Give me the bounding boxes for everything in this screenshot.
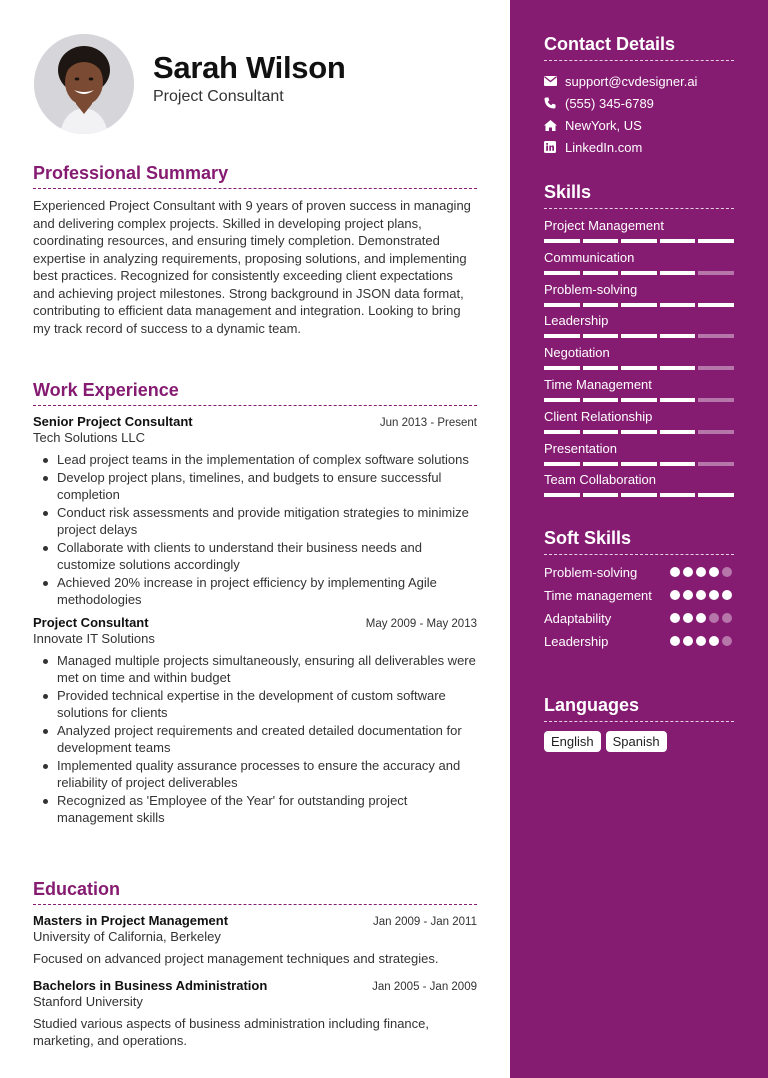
rating-dot (683, 613, 693, 623)
skill-level-segment (583, 239, 619, 243)
work-experience-section (33, 380, 477, 833)
skill-level-segment (660, 462, 696, 466)
degree: Masters in Project Management (33, 913, 229, 928)
soft-skill-item (544, 587, 734, 604)
skill-level-segment (621, 239, 657, 243)
rating-dot (683, 567, 693, 577)
skill-level-segment (621, 430, 657, 434)
skill-item (544, 409, 734, 441)
skill-name: Time Management (544, 376, 652, 392)
rating-dot (696, 590, 706, 600)
skills-list (544, 218, 734, 504)
candidate-name: Sarah Wilson (153, 50, 346, 85)
skill-item (544, 441, 734, 473)
profile-photo (34, 34, 134, 134)
skill-level-bar (544, 366, 734, 370)
list-item: Lead project teams in the implementation of complex software solutions (57, 451, 477, 469)
skill-level-bar (544, 239, 734, 243)
list-item: Managed multiple projects simultaneously, ensuring all deliverables were met on time and within budget (57, 652, 476, 685)
candidate-title: Project Consultant (153, 88, 284, 105)
skill-level-segment (583, 271, 619, 275)
skill-level-segment (583, 493, 619, 497)
list-item: Recognized as 'Employee of the Year' for outstanding project management skills (57, 792, 477, 827)
skill-item (544, 282, 734, 314)
skill-level-segment (621, 462, 657, 466)
skill-level-segment (544, 366, 580, 370)
education-section (33, 879, 477, 1060)
skill-level-segment (583, 334, 619, 338)
job-entry (33, 414, 477, 609)
job-bullets (33, 652, 477, 827)
skill-item (544, 250, 734, 282)
skill-name: Client Relationship (544, 408, 653, 424)
skill-level-segment (698, 303, 734, 307)
rating-dot (722, 590, 732, 600)
linkedin-icon (544, 141, 565, 153)
rating-dot (670, 567, 680, 577)
skill-level-segment (660, 398, 696, 402)
rating-dot (683, 636, 693, 646)
list-item: Collaborate with clients to understand their business needs and customize solutions accordingly (57, 539, 477, 574)
list-item: Analyzed project requirements and created detailed documentation for development teams (57, 722, 477, 757)
list-item: Develop project plans, timelines, and budgets to ensure successful completion (57, 469, 477, 504)
job-date: May 2009 - May 2013 (365, 617, 477, 630)
email-text: support@cvdesigner.ai (565, 73, 698, 89)
section-heading: Work Experience (33, 380, 477, 406)
skill-name: Negotiation (544, 345, 610, 361)
skill-level-segment (698, 334, 734, 338)
skill-item (544, 472, 734, 504)
rating-dot (722, 613, 732, 623)
list-item: Implemented quality assurance processes to ensure the accuracy and reliability of project deliverables (57, 757, 477, 792)
skill-level-segment (698, 462, 734, 466)
skill-level-bar (544, 303, 734, 307)
section-heading: Contact Details (544, 34, 734, 61)
skill-level-bar (544, 462, 734, 466)
soft-skill-name: Problem-solving (544, 565, 638, 580)
rating-dot (670, 636, 680, 646)
resume-header (33, 0, 477, 150)
rating-dot (722, 636, 732, 646)
soft-skills-section (544, 528, 734, 656)
skill-level-segment (660, 239, 696, 243)
skill-name: Communication (544, 249, 635, 265)
contact-linkedin[interactable] (544, 136, 734, 158)
skill-level-bar (544, 334, 734, 338)
skill-level-segment (698, 430, 734, 434)
summary-text: Experienced Project Consultant with 9 years of proven success in managing and delivering complex projects. Skilled in developing project plans, coordinating resources, and ensuring timely completion. Demonstrated expertise in analyzing requirements, proposing solutions, and implementing best practices. Recognized for consistently exceeding client expectations and achieving project milestones. Strong background in JSON data format, contributing to efficient data management and integration. Looking to bring my track record of success to a dynamic team. (33, 198, 471, 336)
soft-skill-name: Leadership (544, 634, 609, 649)
skill-item (544, 218, 734, 250)
skill-level-segment (544, 493, 580, 497)
rating-dot (696, 567, 706, 577)
soft-skill-rating (670, 610, 734, 623)
education-entry (33, 913, 477, 968)
soft-skill-rating (670, 633, 734, 646)
job-company: Tech Solutions LLC (33, 430, 146, 445)
rating-dot (683, 590, 693, 600)
skill-level-segment (544, 239, 580, 243)
phone-text: (555) 345-6789 (565, 95, 654, 111)
list-item: Conduct risk assessments and provide mitigation strategies to minimize project delays (57, 504, 477, 539)
rating-dot (696, 613, 706, 623)
skill-level-bar (544, 398, 734, 402)
languages-section (544, 695, 734, 752)
skill-level-segment (660, 303, 696, 307)
skill-name: Project Management (544, 218, 664, 233)
soft-skill-item (544, 610, 734, 627)
rating-dot (709, 590, 719, 600)
home-icon (544, 120, 565, 131)
skill-level-segment (583, 462, 619, 466)
avatar (34, 34, 134, 134)
soft-skill-name: Adaptability (544, 611, 612, 626)
job-company: Innovate IT Solutions (33, 630, 155, 646)
skill-level-segment (544, 398, 580, 402)
skill-level-segment (660, 430, 696, 434)
education-description: Focused on advanced project management techniques and strategies. (33, 951, 439, 966)
education-entry (33, 978, 477, 1050)
skills-section (544, 182, 734, 504)
envelope-icon (544, 76, 565, 86)
skill-level-segment (698, 493, 734, 497)
section-heading: Skills (544, 182, 734, 209)
education-date: Jan 2005 - Jan 2009 (372, 980, 477, 993)
rating-dot (709, 567, 719, 577)
skill-level-segment (621, 334, 657, 338)
skill-level-segment (698, 398, 734, 402)
skill-level-segment (583, 430, 619, 434)
job-bullets (33, 451, 477, 609)
skill-level-segment (698, 366, 734, 370)
rating-dot (696, 636, 706, 646)
section-heading: Languages (544, 695, 734, 722)
contact-phone[interactable] (544, 92, 734, 114)
sidebar (510, 0, 768, 1078)
job-date: Jun 2013 - Present (379, 417, 477, 429)
skill-level-segment (698, 271, 734, 275)
skill-item (544, 377, 734, 409)
rating-dot (709, 613, 719, 623)
skill-level-bar (544, 271, 734, 275)
degree: Bachelors in Business Administration (33, 977, 268, 993)
skill-level-segment (583, 303, 619, 307)
skill-name: Team Collaboration (544, 472, 657, 488)
skill-level-segment (660, 334, 696, 338)
languages-list (544, 731, 734, 752)
skill-level-segment (660, 493, 696, 497)
soft-skills-list (544, 564, 734, 650)
school: Stanford University (33, 993, 143, 1009)
skill-level-segment (621, 271, 657, 275)
language-pill: Spanish (606, 731, 667, 752)
soft-skill-item (544, 633, 734, 650)
skill-level-segment (544, 334, 580, 338)
rating-dot (709, 636, 719, 646)
school: University of California, Berkeley (33, 929, 221, 944)
skill-name: Leadership (544, 313, 609, 329)
section-heading: Professional Summary (33, 163, 477, 189)
soft-skill-name: Time management (544, 588, 652, 603)
skill-level-segment (698, 239, 734, 243)
section-heading: Soft Skills (544, 528, 734, 555)
skill-level-segment (544, 462, 580, 466)
skill-level-segment (660, 271, 696, 275)
contact-section (544, 34, 734, 158)
job-role: Project Consultant (33, 614, 149, 630)
language-pill: English (544, 731, 601, 752)
soft-skill-item (544, 564, 734, 581)
list-item: Provided technical expertise in the development of custom software solutions for clients (57, 687, 477, 722)
section-heading: Education (33, 879, 477, 905)
rating-dot (670, 613, 680, 623)
rating-dot (670, 590, 680, 600)
skill-level-segment (621, 303, 657, 307)
skill-level-segment (583, 398, 619, 402)
skill-level-segment (660, 366, 696, 370)
rating-dot (722, 567, 732, 577)
education-description: Studied various aspects of business administration including finance, marketing, and operations. (33, 1015, 430, 1048)
phone-icon (544, 97, 565, 109)
skill-name: Presentation (544, 440, 617, 456)
professional-summary-section (33, 163, 477, 337)
list-item: Achieved 20% increase in project efficiency by implementing Agile methodologies (57, 574, 477, 609)
soft-skill-rating (670, 564, 734, 577)
job-entry (33, 615, 477, 827)
contact-location (544, 114, 734, 136)
linkedin-text: LinkedIn.com (565, 139, 643, 155)
skill-item (544, 345, 734, 377)
skill-level-segment (621, 366, 657, 370)
skill-item (544, 313, 734, 345)
skill-level-segment (544, 303, 580, 307)
skill-level-segment (621, 398, 657, 402)
skill-name: Problem-solving (544, 281, 638, 297)
skill-level-bar (544, 493, 734, 497)
job-role: Senior Project Consultant (33, 414, 193, 429)
skill-level-segment (621, 493, 657, 497)
skill-level-segment (544, 271, 580, 275)
education-date: Jan 2009 - Jan 2011 (372, 916, 477, 928)
skill-level-bar (544, 430, 734, 434)
soft-skill-rating (670, 587, 734, 600)
contact-email[interactable] (544, 70, 734, 92)
skill-level-segment (544, 430, 580, 434)
skill-level-segment (583, 366, 619, 370)
location-text: NewYork, US (565, 117, 642, 133)
